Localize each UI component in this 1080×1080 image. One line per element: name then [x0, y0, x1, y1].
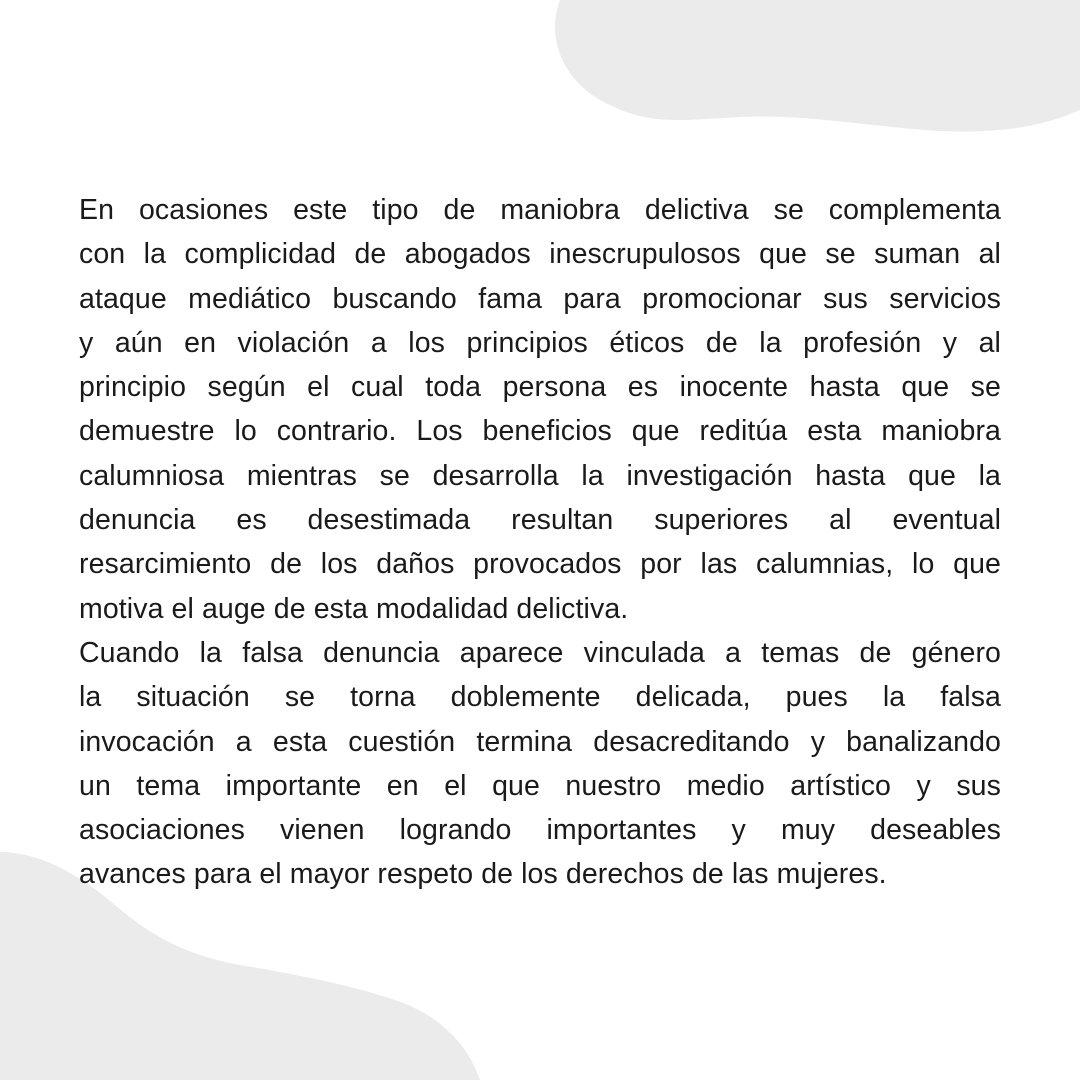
text-line: invocación a esta cuestión termina desacreditando y banalizando	[79, 725, 1001, 758]
text-line: avances para el mayor respeto de los derechos de las mujeres.	[79, 858, 887, 891]
text-line: principio según el cual toda persona es inocente hasta que se	[79, 371, 1001, 404]
paragraph-1	[79, 188, 1001, 631]
text-line: denuncia es desestimada resultan superiores al eventual	[79, 504, 1001, 537]
top-right-blob-shape	[555, 0, 1080, 132]
text-line: Cuando la falsa denuncia aparece vinculada a temas de género	[79, 636, 1001, 669]
text-line: demuestre lo contrario. Los beneficios que reditúa esta maniobra	[79, 415, 1001, 448]
paragraph-2	[79, 631, 1001, 897]
body-text	[79, 188, 1001, 897]
text-line: y aún en violación a los principios éticos de la profesión y al	[79, 326, 1001, 359]
text-line: un tema importante en el que nuestro medio artístico y sus	[79, 769, 1001, 802]
text-line: la situación se torna doblemente delicada, pues la falsa	[79, 681, 1001, 714]
text-line: asociaciones vienen logrando importantes y muy deseables	[79, 814, 1001, 847]
text-line: con la complicidad de abogados inescrupulosos que se suman al	[79, 238, 1001, 271]
text-line: motiva el auge de esta modalidad delictiva.	[79, 592, 629, 625]
text-line: ataque mediático buscando fama para promocionar sus servicios	[79, 282, 1001, 315]
text-line: resarcimiento de los daños provocados por las calumnias, lo que	[79, 548, 1001, 581]
text-line: En ocasiones este tipo de maniobra delictiva se complementa	[79, 194, 1001, 226]
text-line: calumniosa mientras se desarrolla la investigación hasta que la	[79, 459, 1001, 492]
